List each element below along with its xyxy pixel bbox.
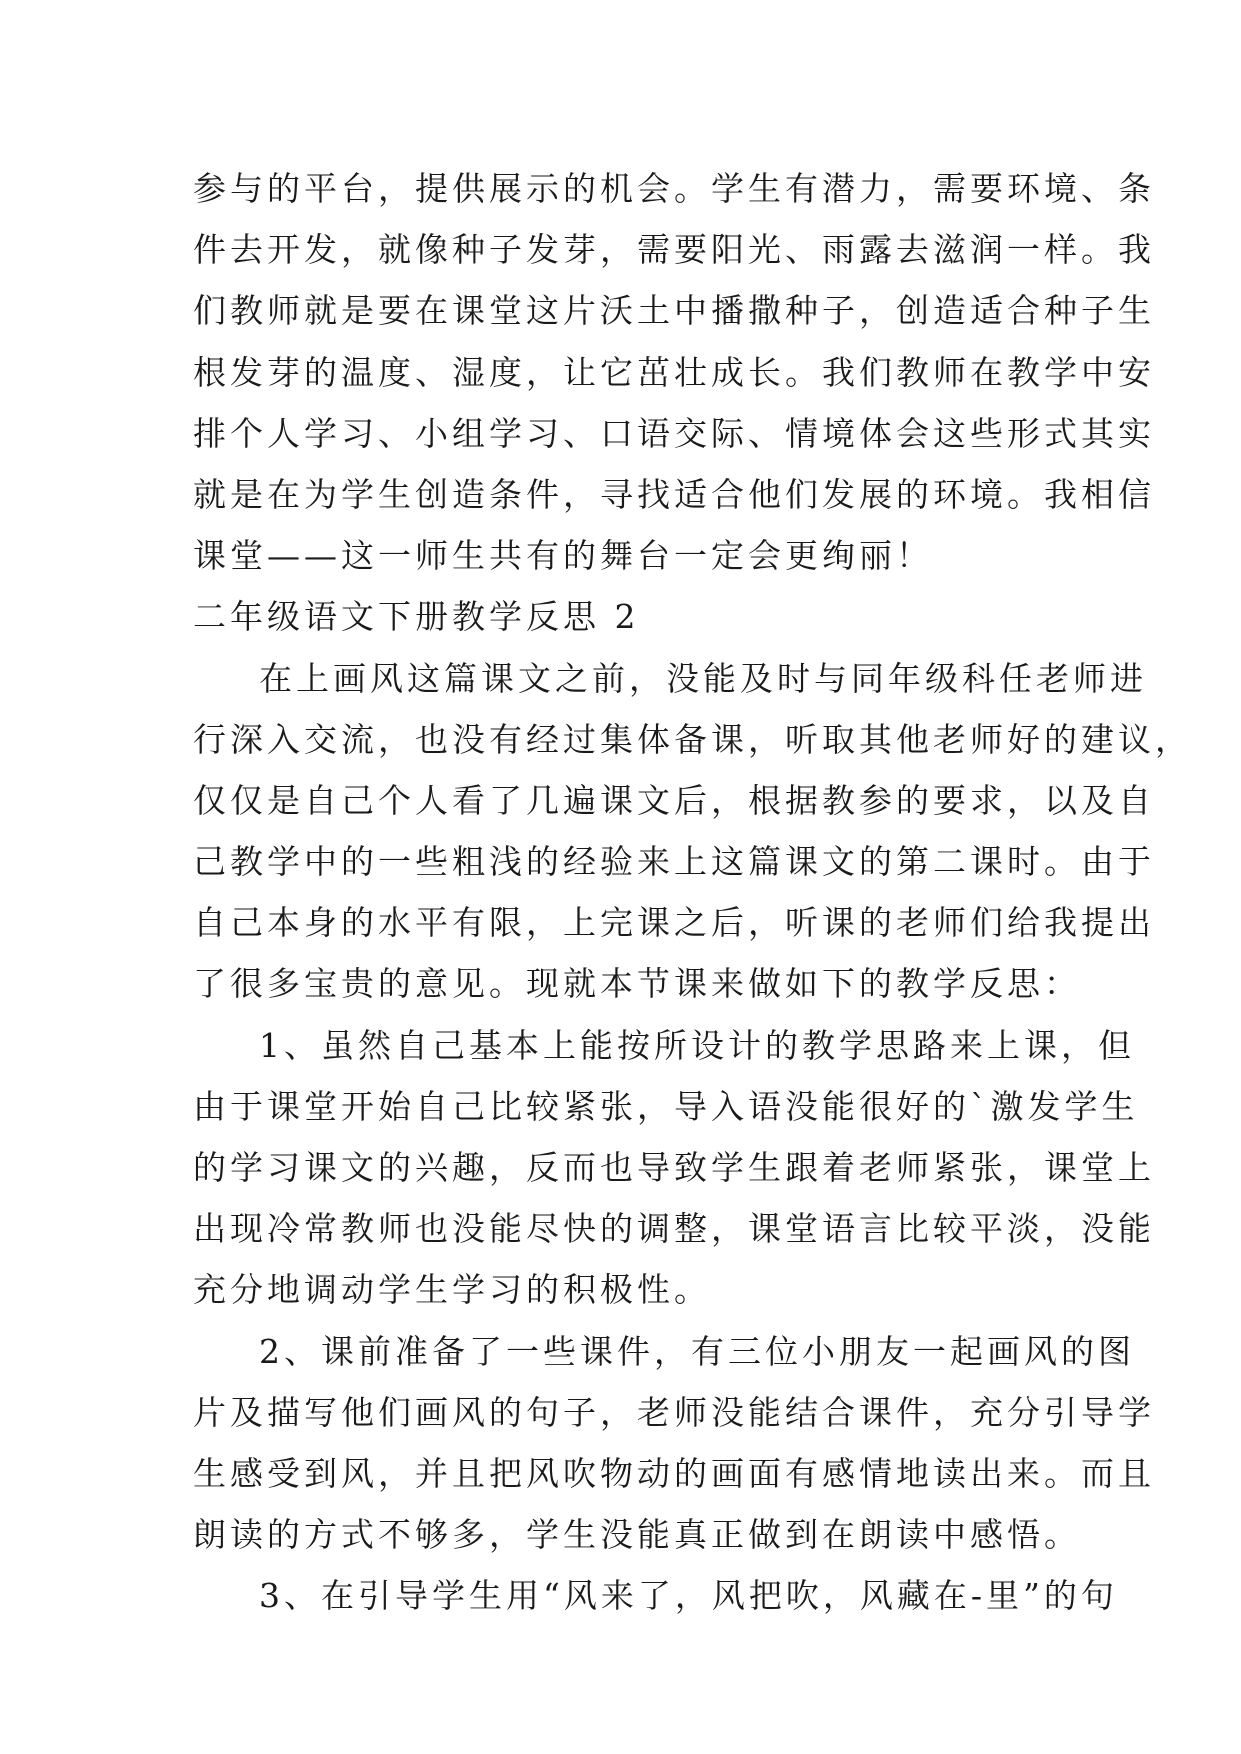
text-line: 排个人学习、小组学习、口语交际、情境体会这些形式其实 [193,413,1155,453]
text-line: 们教师就是要在课堂这片沃土中播撒种子，创造适合种子生 [193,291,1155,331]
document-body [193,158,1192,1627]
text-line: 根发芽的温度、湿度，让它茁壮成长。我们教师在教学中安 [193,352,1155,392]
paragraph-first-line: 在上画风这篇课文之前，没能及时与同年级科任老师进 [259,658,1147,698]
text-line: 了很多宝贵的意见。现就本节课来做如下的教学反思： [193,964,1081,1004]
text-line: 课堂——这一师生共有的舞台一定会更绚丽！ [193,536,933,576]
text-line: 朗读的方式不够多，学生没能真正做到在朗读中感悟。 [193,1515,1081,1555]
text-line: 仅仅是自己个人看了几遍课文后，根据教参的要求，以及自 [193,780,1155,820]
text-line: 生感受到风，并且把风吹物动的画面有感情地读出来。而且 [193,1453,1155,1493]
text-line: 己教学中的一些粗浅的经验来上这篇课文的第二课时。由于 [193,842,1155,882]
text-line: 件去开发，就像种子发芽，需要阳光、雨露去滋润一样。我 [193,230,1155,270]
section-heading: 二年级语文下册教学反思 2 [193,597,640,637]
text-line: 的学习课文的兴趣，反而也导致学生跟着老师紧张，课堂上 [193,1148,1155,1187]
text-line: 由于课堂开始自己比较紧张，导入语没能很好的`激发学生 [193,1086,1139,1126]
text-line: 就是在为学生创造条件，寻找适合他们发展的环境。我相信 [193,474,1155,514]
text-line: 片及描写他们画风的句子，老师没能结合课件，充分引导学 [193,1392,1155,1432]
text-line: 行深入交流，也没有经过集体备课，听取其他老师好的建议， [193,719,1192,759]
text-line: 自己本身的水平有限，上完课之后，听课的老师们给我提出 [193,903,1155,943]
text-line: 出现冷常教师也没能尽快的调整，课堂语言比较平淡，没能 [193,1209,1155,1249]
text-line: 参与的平台，提供展示的机会。学生有潜力，需要环境、条 [193,169,1155,208]
list-item-1: 1、虽然自己基本上能按所设计的教学思路来上课，但 [259,1025,1135,1065]
list-item-2: 2、课前准备了一些课件，有三位小朋友一起画风的图 [259,1331,1135,1371]
list-item-3: 3、在引导学生用“风来了，风把吹，风藏在-里”的句 [259,1576,1118,1616]
text-line: 充分地调动学生学习的积极性。 [193,1270,711,1310]
